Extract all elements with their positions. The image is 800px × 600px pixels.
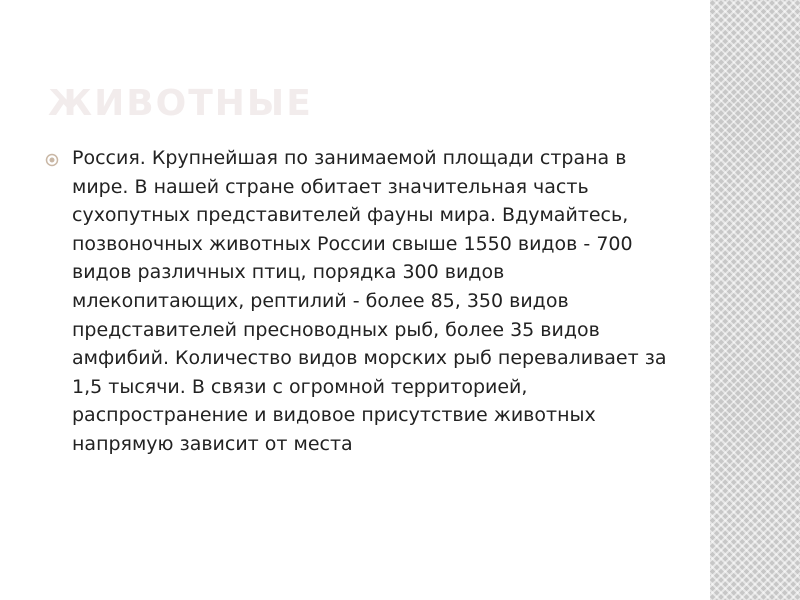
circle-bullet-graphic bbox=[45, 153, 59, 167]
decorative-side-panel bbox=[710, 0, 800, 600]
slide-title: ЖИВОТНЫЕ bbox=[48, 83, 313, 124]
circle-bullet-icon bbox=[45, 152, 59, 166]
bullet-text: Россия. Крупнейшая по занимаемой площади страна в мире. В нашей стране обитает значительная часть сухопутных представителей фауны мира. Вдумайтесь, позвоночных животных России свыше 1550 видов - 700 видов различных птиц, порядка 300 видов млекопитающих, рептилий - более 85, 350 видов представителей пресноводных рыб, более 35 видов амфибий. Количество видов морских рыб переваливает за 1,5 тысячи. В связи с огромной территорией, распространение и видовое присутствие животных напрямую зависит от места bbox=[72, 147, 667, 455]
